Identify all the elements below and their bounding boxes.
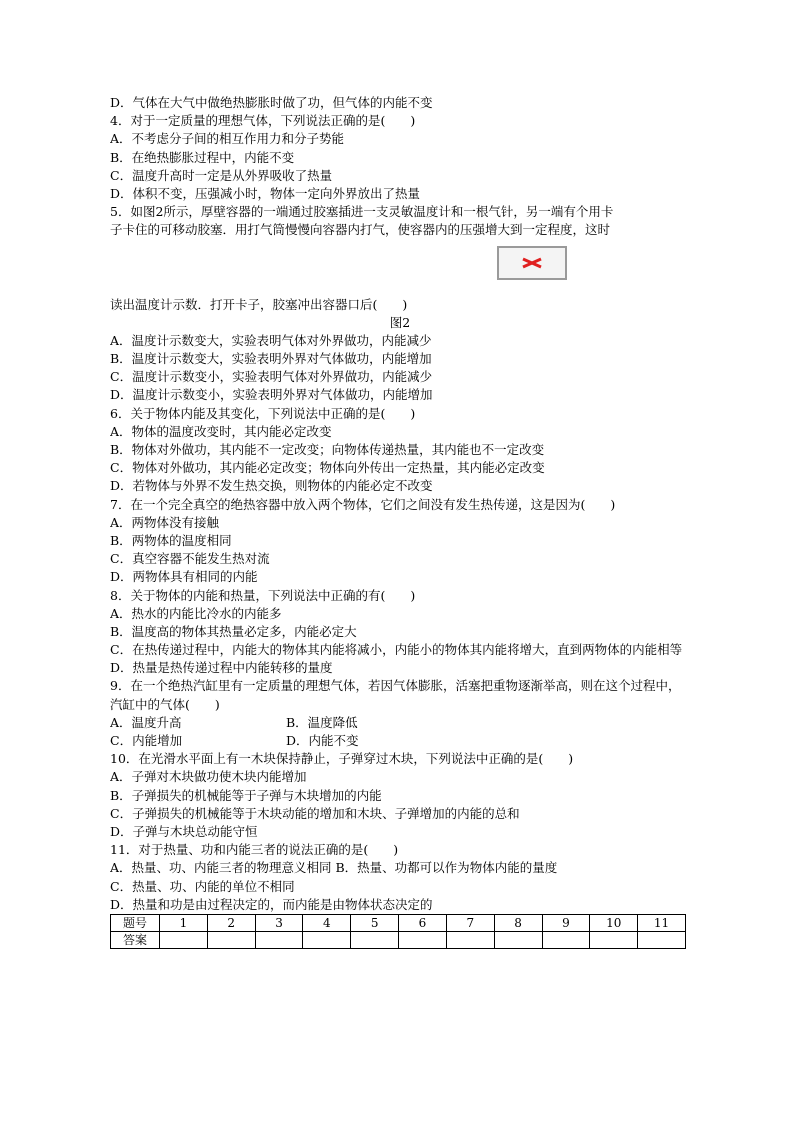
table-header-cell: 题号 xyxy=(111,914,160,931)
table-cell: 9 xyxy=(542,914,590,931)
option-line: C．子弹损失的机械能等于木块动能的增加和木块、子弹增加的内能的总和 xyxy=(110,805,520,821)
question-11-stem: 11．对于热量、功和内能三者的说法正确的是( ) xyxy=(110,842,399,858)
answer-table xyxy=(110,914,686,949)
question-5-stem-cont: 子卡住的可移动胶塞．用打气筒慢慢向容器内打气，使容器内的压强增大到一定程度，这时 xyxy=(110,222,611,238)
table-cell: 4 xyxy=(303,914,351,931)
answer-cell[interactable] xyxy=(494,931,542,948)
table-cell: 2 xyxy=(207,914,255,931)
text-block-end xyxy=(110,750,690,914)
red-x-icon xyxy=(521,257,543,269)
table-cell: 6 xyxy=(399,914,447,931)
option: D．内能不变 xyxy=(286,733,359,749)
option-row xyxy=(110,732,690,750)
document-page xyxy=(110,94,690,949)
table-cell: 7 xyxy=(446,914,494,931)
answer-cell[interactable] xyxy=(446,931,494,948)
table-cell: 5 xyxy=(351,914,399,931)
answer-cell[interactable] xyxy=(255,931,303,948)
text-block-top xyxy=(110,94,690,240)
option-line: B．温度计示数变大，实验表明外界对气体做功，内能增加 xyxy=(110,351,432,367)
option-line: D．两物体具有相同的内能 xyxy=(110,569,258,585)
option-line: D．温度计示数变小，实验表明外界对气体做功，内能增加 xyxy=(110,387,433,403)
text-block-mid xyxy=(110,332,690,641)
answer-cell[interactable] xyxy=(399,931,447,948)
option: B．温度降低 xyxy=(286,714,358,730)
option-line: C．温度计示数变小，实验表明气体对外界做功，内能减少 xyxy=(110,369,433,385)
question-5-stem-end: 读出温度计示数．打开卡子，胶塞冲出容器口后( ) xyxy=(110,296,408,312)
answer-cell[interactable] xyxy=(207,931,255,948)
question-10-stem: 10．在光滑水平面上有一木块保持静止，子弹穿过木块，下列说法中正确的是( ) xyxy=(110,751,574,767)
option-line: D．热量是热传递过程中内能转移的量度 xyxy=(110,660,333,676)
option-line: A．热量、功、内能三者的物理意义相同 B．热量、功都可以作为物体内能的量度 xyxy=(110,860,558,876)
table-cell: 1 xyxy=(160,914,208,931)
table-cell: 8 xyxy=(494,914,542,931)
answer-cell[interactable] xyxy=(542,931,590,948)
option-row xyxy=(110,714,690,732)
option-line: C．温度升高时一定是从外界吸收了热量 xyxy=(110,167,333,183)
option-line: A．不考虑分子间的相互作用力和分子势能 xyxy=(110,131,345,147)
option-line: D．若物体与外界不发生热交换，则物体的内能必定不改变 xyxy=(110,478,433,494)
option-line: B．在绝热膨胀过程中，内能不变 xyxy=(110,149,295,165)
answer-cell[interactable] xyxy=(351,931,399,948)
option-line: D．热量和功是由过程决定的，而内能是由物体状态决定的 xyxy=(110,896,433,912)
question-7-stem: 7．在一个完全真空的绝热容器中放入两个物体，它们之间没有发生热传递，这是因为( ) xyxy=(110,496,616,512)
option: A．温度升高 xyxy=(110,714,182,730)
option-line: A．两物体没有接触 xyxy=(110,514,220,530)
broken-image-icon xyxy=(497,246,567,280)
option-line: C．热量、功、内能的单位不相同 xyxy=(110,878,295,894)
answer-cell[interactable] xyxy=(590,931,638,948)
option-line: B．两物体的温度相同 xyxy=(110,532,232,548)
option-line: D．体积不变，压强减小时，物体一定向外界放出了热量 xyxy=(110,185,421,201)
table-cell: 3 xyxy=(255,914,303,931)
option-line: C．在热传递过程中，内能大的物体其内能将减小，内能小的物体其内能将增大，直到两物体的内能相等 xyxy=(110,642,683,658)
answer-cell[interactable] xyxy=(303,931,351,948)
option-line: A．物体的温度改变时，其内能必定改变 xyxy=(110,423,332,439)
option-line: C．真空容器不能发生热对流 xyxy=(110,551,270,567)
option-line: C．物体对外做功，其内能必定改变；物体向外传出一定热量，其内能必定改变 xyxy=(110,460,545,476)
option-line: A．子弹对木块做功使木块内能增加 xyxy=(110,769,307,785)
question-9-stem: 9．在一个绝热汽缸里有一定质量的理想气体，若因气体膨胀，活塞把重物逐渐举高，则在这个过程中，汽缸中的气体( ) xyxy=(110,678,681,712)
question-5-stem: 5．如图2所示，厚壁容器的一端通过胶塞插进一支灵敏温度计和一根气针，另一端有个用卡 xyxy=(110,204,614,220)
option-line: B．温度高的物体其热量必定多，内能必定大 xyxy=(110,623,357,639)
option: C．内能增加 xyxy=(110,733,183,749)
answer-cell[interactable] xyxy=(160,931,208,948)
figure-row xyxy=(110,240,690,296)
table-cell: 10 xyxy=(590,914,638,931)
question-6-stem: 6．关于物体内能及其变化，下列说法中正确的是( ) xyxy=(110,405,416,421)
option-line: A．热水的内能比冷水的内能多 xyxy=(110,605,282,621)
question-8-stem: 8．关于物体的内能和热量，下列说法中正确的有( ) xyxy=(110,587,416,603)
table-row xyxy=(111,914,686,931)
table-header-cell: 答案 xyxy=(111,931,160,948)
option-line: A．温度计示数变大，实验表明气体对外界做功，内能减少 xyxy=(110,332,432,348)
figure-caption: 图2 xyxy=(389,314,411,330)
option-line: B．物体对外做功，其内能不一定改变；向物体传递热量，其内能也不一定改变 xyxy=(110,442,545,457)
table-row xyxy=(111,931,686,948)
table-cell: 11 xyxy=(638,914,686,931)
option-line: D．子弹与木块总动能守恒 xyxy=(110,823,258,839)
question-4-stem: 4．对于一定质量的理想气体，下列说法正确的是( ) xyxy=(110,113,416,129)
option-line: B．子弹损失的机械能等于子弹与木块增加的内能 xyxy=(110,787,382,803)
text-line: D．气体在大气中做绝热膨胀时做了功，但气体的内能不变 xyxy=(110,95,433,110)
answer-cell[interactable] xyxy=(638,931,686,948)
